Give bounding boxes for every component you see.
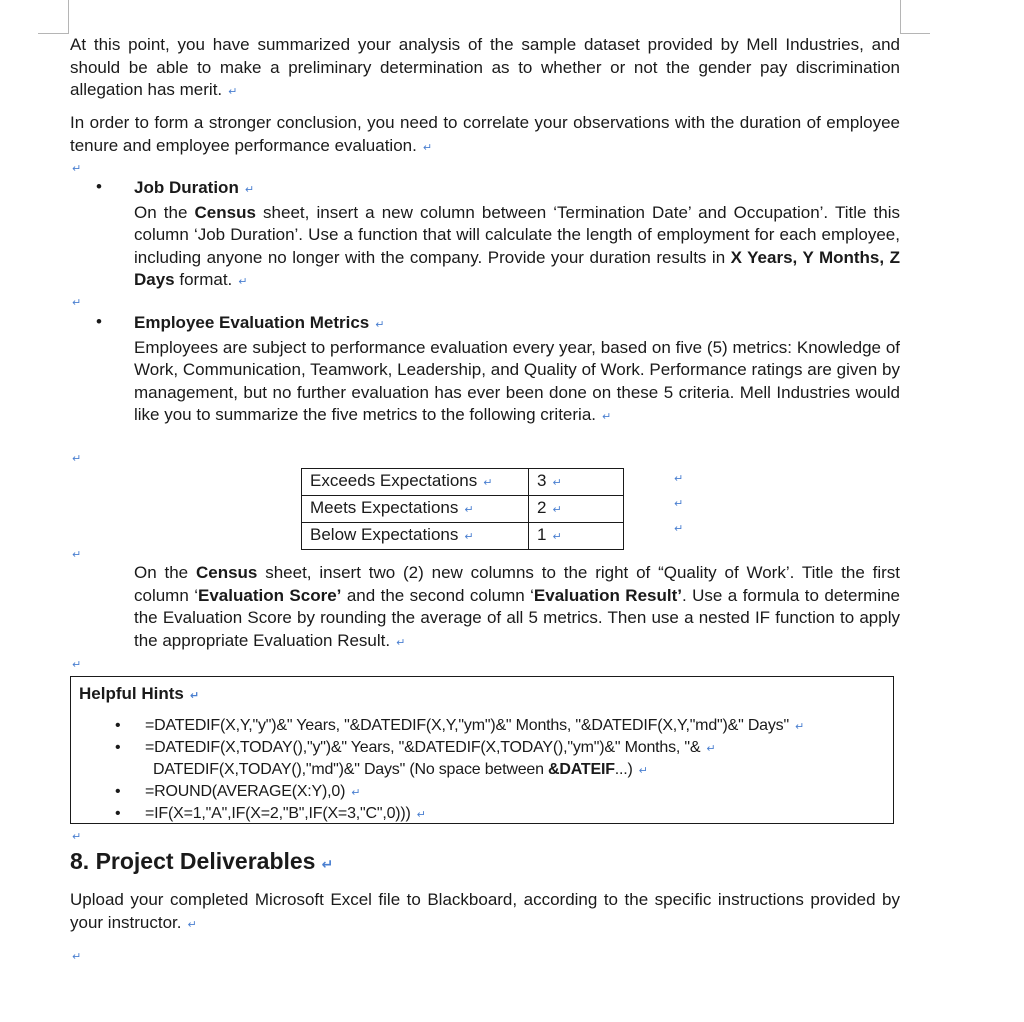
intro-paragraph-2: In order to form a stronger conclusion, you need to correlate your observations with the duration of employee tenure and employee performance evaluation. ↵ — [70, 113, 900, 155]
paragraph-mark: ↵ — [72, 659, 82, 671]
hint-formula-2-continued: DATEDIF(X,TODAY(),"md")&" Days" (No space between &DATEIF...) ↵ — [153, 761, 648, 778]
hint-formula-4: =IF(X=1,"A",IF(X=2,"B",IF(X=3,"C",0))) ↵ — [145, 805, 426, 822]
evaluation-criteria-table — [301, 468, 624, 550]
hint-formula-1: =DATEDIF(X,Y,"y")&" Years, "&DATEDIF(X,Y,"ym")&" Months, "&DATEDIF(X,Y,"md")&" Days" ↵ — [145, 717, 804, 734]
paragraph-mark: ↵ — [72, 453, 82, 465]
bullet-icon: • — [96, 312, 102, 331]
section-heading: 8. Project Deliverables ↵ — [70, 848, 334, 874]
table-row: Below Expectations ↵ 1 ↵ — [302, 523, 624, 550]
paragraph-mark: ↵ — [72, 951, 82, 963]
evaluation-title: Employee Evaluation Metrics — [134, 313, 370, 332]
job-duration-title: Job Duration — [134, 178, 239, 197]
crop-mark-right — [900, 0, 901, 34]
hint-formula-2: =DATEDIF(X,TODAY(),"y")&" Years, "&DATEDIF(X,TODAY(),"ym")&" Months, "& ↵ — [145, 739, 716, 756]
hint-formula-3: =ROUND(AVERAGE(X:Y),0) ↵ — [145, 783, 361, 800]
table-row: Exceeds Expectations ↵ 3 ↵ — [302, 469, 624, 496]
deliverables-paragraph: Upload your completed Microsoft Excel file to Blackboard, according to the specific instructions provided by your instructor. ↵ — [70, 890, 900, 932]
helpful-hints-title: Helpful Hints ↵ — [79, 684, 200, 703]
bullet-icon: • — [115, 717, 121, 734]
paragraph-mark: ↵ — [72, 549, 82, 561]
table-row: Meets Expectations ↵ 2 ↵ — [302, 496, 624, 523]
paragraph-mark: ↵ — [674, 498, 684, 510]
evaluation-section: Employee Evaluation Metrics ↵ Employees are subject to performance evaluation every year, based on five (5) metrics: Knowledge of Work, Communication, Teamwork, Leadership, and Quality of Work. Performance ratings are given by management, but no further evaluation has ever been done on these 5 criteria. Mell Industries would like you to summarize the five metrics to the following criteria. ↵ — [134, 313, 900, 424]
bullet-icon: • — [115, 805, 121, 822]
evaluation-instructions: On the Census sheet, insert two (2) new columns to the right of “Quality of Work’. Title the first column ‘Evaluation Score’ and the second column ‘Evaluation Result’. Use a formula to determine the Evaluation Score by rounding the average of all 5 metrics. Then use a nested IF function to apply the appropriate Evaluation Result. ↵ — [134, 563, 900, 650]
paragraph-mark: ↵ — [674, 473, 684, 485]
job-duration-section: Job Duration ↵ On the Census sheet, insert a new column between ‘Termination Date’ and Occupation’. Title this column ‘Job Duration’. Use a function that will calculate the length of employment for each employee, including anyone no longer with the company. Provide your duration results in X Years, Y Months, Z Days format. ↵ — [134, 178, 900, 289]
crop-mark-right — [900, 33, 930, 34]
helpful-hints-box — [70, 676, 894, 824]
bullet-icon: • — [115, 739, 121, 756]
paragraph-mark: ↵ — [72, 831, 82, 843]
crop-mark-left — [68, 0, 69, 34]
intro-paragraph-1: At this point, you have summarized your analysis of the sample dataset provided by Mell Industries, and should be able to make a preliminary determination as to whether or not the gender pay discrimination allegation has merit. ↵ — [70, 35, 900, 99]
paragraph-mark: ↵ — [72, 297, 82, 309]
paragraph-mark: ↵ — [72, 163, 82, 175]
bullet-icon: • — [96, 177, 102, 196]
paragraph-mark: ↵ — [674, 523, 684, 535]
crop-mark-left — [38, 33, 68, 34]
bullet-icon: • — [115, 783, 121, 800]
